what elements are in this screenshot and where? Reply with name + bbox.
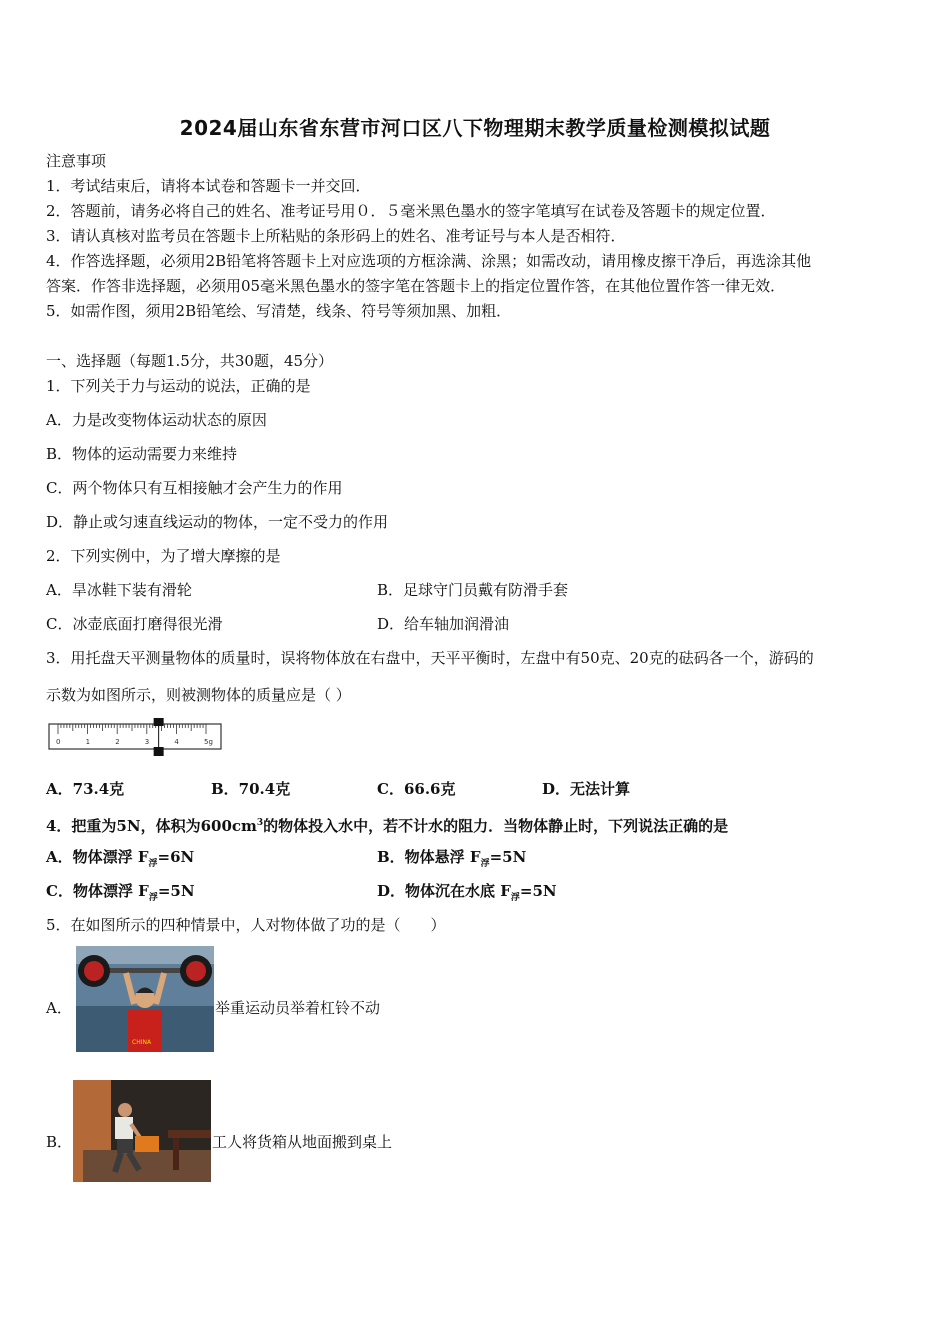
rider-bottom bbox=[154, 747, 164, 756]
q4-a-text: A．物体漂浮 F bbox=[46, 848, 149, 866]
ruler-tick-label: 4 bbox=[174, 738, 179, 746]
q1-option-b: B．物体的运动需要力来维持 bbox=[46, 445, 238, 463]
q3-option-c: C．66.6克 bbox=[377, 780, 456, 798]
ruler-tick-label: 3 bbox=[144, 738, 150, 746]
q5-option-a-label: A． bbox=[46, 999, 72, 1017]
question-3-stem-cont: 示数为如图所示，则被测物体的质量应是（ ） bbox=[46, 686, 351, 704]
question-5-stem: 5．在如图所示的四种情景中，人对物体做了功的是（ ） bbox=[46, 916, 446, 934]
q4-a-value: =6N bbox=[157, 848, 195, 866]
question-3-stem: 3．用托盘天平测量物体的质量时，误将物体放在右盘中，天平平衡时，左盘中有50克、20克的砝码各一个，游码的 bbox=[46, 649, 814, 667]
rider-top bbox=[154, 718, 164, 726]
q1-option-a: A．力是改变物体运动状态的原因 bbox=[46, 411, 267, 429]
q4-c-value: =5N bbox=[157, 882, 195, 900]
ruler-tick-label: 5g bbox=[204, 738, 213, 746]
q2-option-b: B．足球守门员戴有防滑手套 bbox=[377, 581, 569, 599]
q4-stem-a: 4．把重为5N，体积为600cm bbox=[46, 817, 257, 835]
q3-option-d: D．无法计算 bbox=[542, 780, 631, 798]
q4-a-sub: 浮 bbox=[148, 859, 158, 869]
question-2-stem: 2．下列实例中，为了增大摩擦的是 bbox=[46, 547, 281, 565]
notice-item: 5．如需作图，须用2B铅笔绘、写清楚，线条、符号等须加黑、加粗． bbox=[46, 302, 512, 320]
q5-option-b-label: B． bbox=[46, 1133, 73, 1151]
q4-stem-sup: 3 bbox=[256, 818, 264, 828]
ruler-tick-label: 0 bbox=[56, 738, 61, 746]
balance-rider-scale bbox=[46, 718, 224, 756]
q3-option-a: A．73.4克 bbox=[46, 780, 125, 798]
q4-d-value: =5N bbox=[519, 882, 557, 900]
notice-item: 1．考试结束后，请将本试卷和答题卡一并交回． bbox=[46, 177, 371, 195]
weightlifter-photo bbox=[76, 946, 214, 1052]
q3-option-b: B．70.4克 bbox=[211, 780, 291, 798]
section-heading: 一、选择题（每题1.5分，共30题，45分） bbox=[46, 352, 334, 370]
q4-d-sub: 浮 bbox=[510, 893, 520, 903]
q4-option-d bbox=[377, 881, 557, 908]
q4-b-text: B．物体悬浮 F bbox=[377, 848, 481, 866]
q1-option-d: D．静止或匀速直线运动的物体，一定不受力的作用 bbox=[46, 513, 389, 531]
q2-option-a: A．旱冰鞋下装有滑轮 bbox=[46, 581, 192, 599]
q4-d-text: D．物体沉在水底 F bbox=[377, 882, 511, 900]
page-title: 2024届山东省东营市河口区八下物理期末教学质量检测模拟试题 bbox=[179, 116, 771, 140]
notice-item: 3．请认真核对监考员在答题卡上所粘贴的条形码上的姓名、准考证号与本人是否相符． bbox=[46, 227, 626, 245]
q4-c-text: C．物体漂浮 F bbox=[46, 882, 149, 900]
q4-option-b bbox=[377, 847, 526, 874]
ruler-tick-label: 1 bbox=[85, 738, 91, 746]
q5-option-a-text: 举重运动员举着杠铃不动 bbox=[215, 999, 381, 1017]
q5-option-b-text: 工人将货箱从地面搬到桌上 bbox=[212, 1133, 393, 1151]
q4-stem-b: 的物体投入水中，若不计水的阻力．当物体静止时，下列说法正确的是 bbox=[263, 817, 729, 835]
worker-lifting-box-photo bbox=[73, 1080, 211, 1182]
question-1-stem: 1．下列关于力与运动的说法，正确的是 bbox=[46, 377, 311, 395]
q1-option-c: C．两个物体只有互相接触才会产生力的作用 bbox=[46, 479, 343, 497]
ruler-tick-label: 2 bbox=[115, 738, 120, 746]
q4-b-value: =5N bbox=[489, 848, 527, 866]
q4-option-a bbox=[46, 847, 194, 874]
q2-option-c: C．冰壶底面打磨得很光滑 bbox=[46, 615, 223, 633]
notice-item: 2．答题前，请务必将自己的姓名、准考证号用０．５毫米黑色墨水的签字笔填写在试卷及答题卡的规定位置． bbox=[46, 202, 776, 220]
notice-item: 4．作答选择题，必须用2B铅笔将答题卡上对应选项的方框涂满、涂黑；如需改动，请用橡皮擦干净后，再选涂其他 bbox=[46, 252, 812, 270]
notice-item: 答案．作答非选择题，必须用05毫米黑色墨水的签字笔在答题卡上的指定位置作答，在其他位置作答一律无效． bbox=[46, 277, 786, 295]
q2-option-d: D．给车轴加润滑油 bbox=[377, 615, 510, 633]
q4-b-sub: 浮 bbox=[480, 859, 490, 869]
question-4-stem bbox=[46, 813, 728, 836]
svg-text:CHINA: CHINA bbox=[132, 1039, 152, 1046]
notice-heading: 注意事项 bbox=[46, 152, 107, 170]
q4-c-sub: 浮 bbox=[148, 893, 158, 903]
q4-option-c bbox=[46, 881, 195, 908]
